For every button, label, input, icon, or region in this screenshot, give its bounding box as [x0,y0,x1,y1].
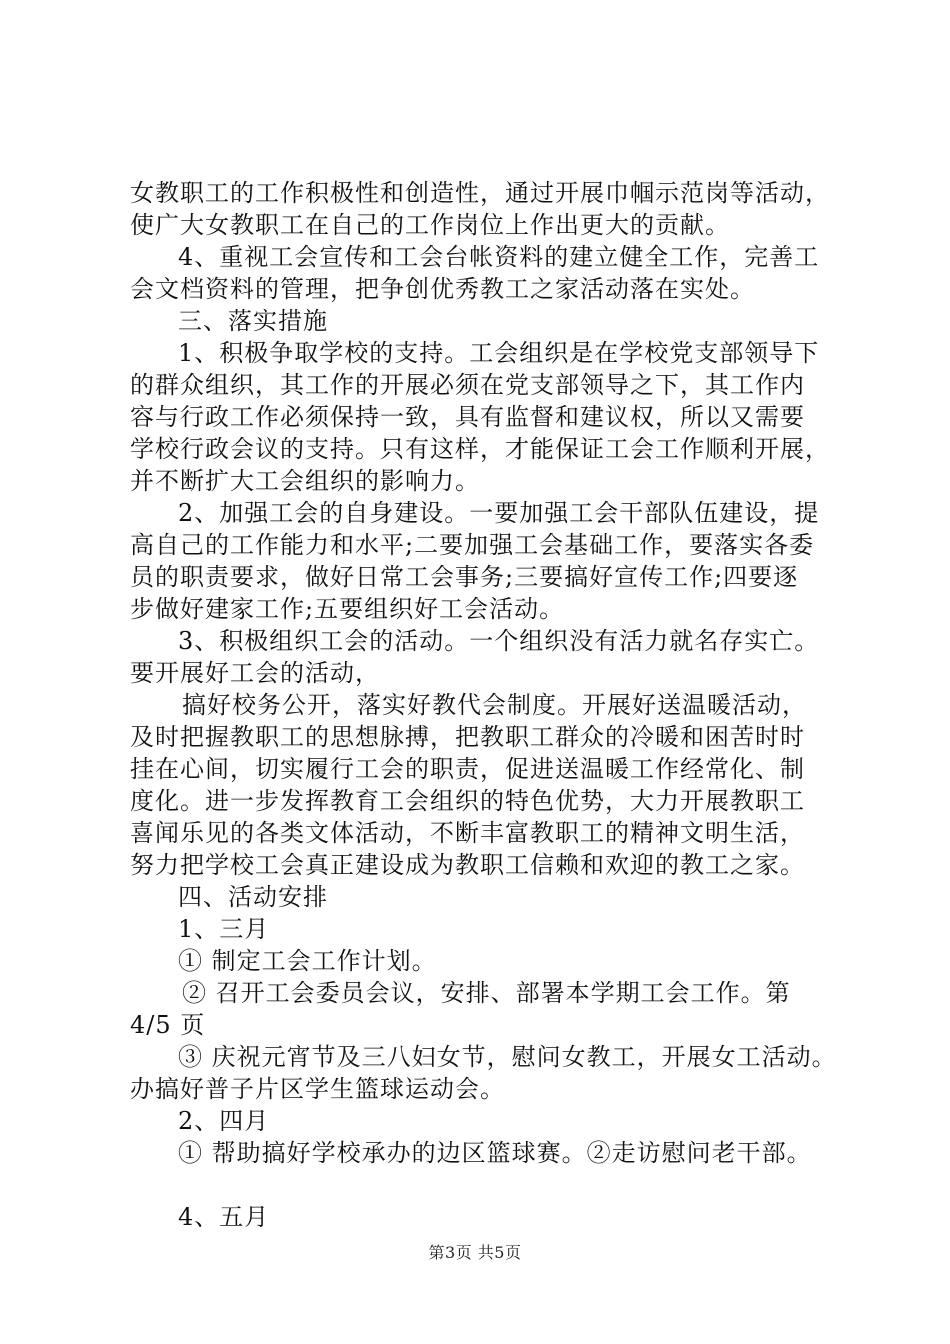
section-heading: 三、落实措施 [178,307,328,335]
month-heading: 1、三月 [178,915,270,943]
month-heading: 4、五月 [178,1203,270,1231]
page-footer: 第3页 共5页 [428,1243,522,1262]
month-heading: 2、四月 [178,1107,270,1135]
section-heading: 四、活动安排 [178,883,328,911]
body-line: 要开展好工会的活动， [130,659,380,687]
body-line: 女教职工的工作积极性和创造性，通过开展巾帼示范岗等活动， [130,179,830,207]
body-line: 度化。进一步发挥教育工会组织的特色优势，大力开展教职工 [130,787,805,815]
body-line: 搞好校务公开，落实好教代会制度。开展好送温暖活动， [182,691,807,719]
body-line: 使广大女教职工在自己的工作岗位上作出更大的贡献。 [130,211,730,239]
body-line: 3、积极组织工会的活动。一个组织没有活力就名存实亡。 [178,627,820,655]
body-line: 4、重视工会宣传和工会台帐资料的建立健全工作，完善工 [178,243,820,271]
list-item: ③ 庆祝元宵节及三八妇女节，慰问女教工，开展女工活动。 [178,1043,837,1071]
body-line: 员的职责要求，做好日常工会事务;三要搞好宣传工作;四要逐 [130,563,799,591]
body-line: 及时把握教职工的思想脉搏，把教职工群众的冷暖和困苦时时 [130,723,805,751]
body-line: 学校行政会议的支持。只有这样，才能保证工会工作顺利开展， [130,435,830,463]
page-marker: 4/5 页 [130,1011,206,1039]
body-line: 喜闻乐见的各类文体活动，不断丰富教职工的精神文明生活， [130,819,805,847]
list-item: ① 帮助搞好学校承办的边区篮球赛。②走访慰问老干部。 [178,1139,812,1167]
body-line: 1、积极争取学校的支持。工会组织是在学校党支部领导下 [178,339,820,367]
body-line: 会文档资料的管理，把争创优秀教工之家活动落在实处。 [130,275,755,303]
body-line: 2、加强工会的自身建设。一要加强工会干部队伍建设，提 [178,499,820,527]
body-line: 容与行政工作必须保持一致，具有监督和建议权，所以又需要 [130,403,805,431]
body-line: 并不断扩大工会组织的影响力。 [130,467,480,495]
list-item: ② 召开工会委员会议，安排、部署本学期工会工作。第 [182,979,791,1007]
body-line: 挂在心间，切实履行工会的职责，促进送温暖工作经常化、制 [130,755,805,783]
list-item: ① 制定工会工作计划。 [178,947,437,975]
body-line: 的群众组织，其工作的开展必须在党支部领导之下，其工作内 [130,371,805,399]
body-line: 高自己的工作能力和水平;二要加强工会基础工作，要落实各委 [130,531,815,559]
body-line: 步做好建家工作;五要组织好工会活动。 [130,595,565,623]
body-line: 办搞好普子片区学生篮球运动会。 [130,1075,505,1103]
body-line: 努力把学校工会真正建设成为教职工信赖和欢迎的教工之家。 [130,851,805,879]
